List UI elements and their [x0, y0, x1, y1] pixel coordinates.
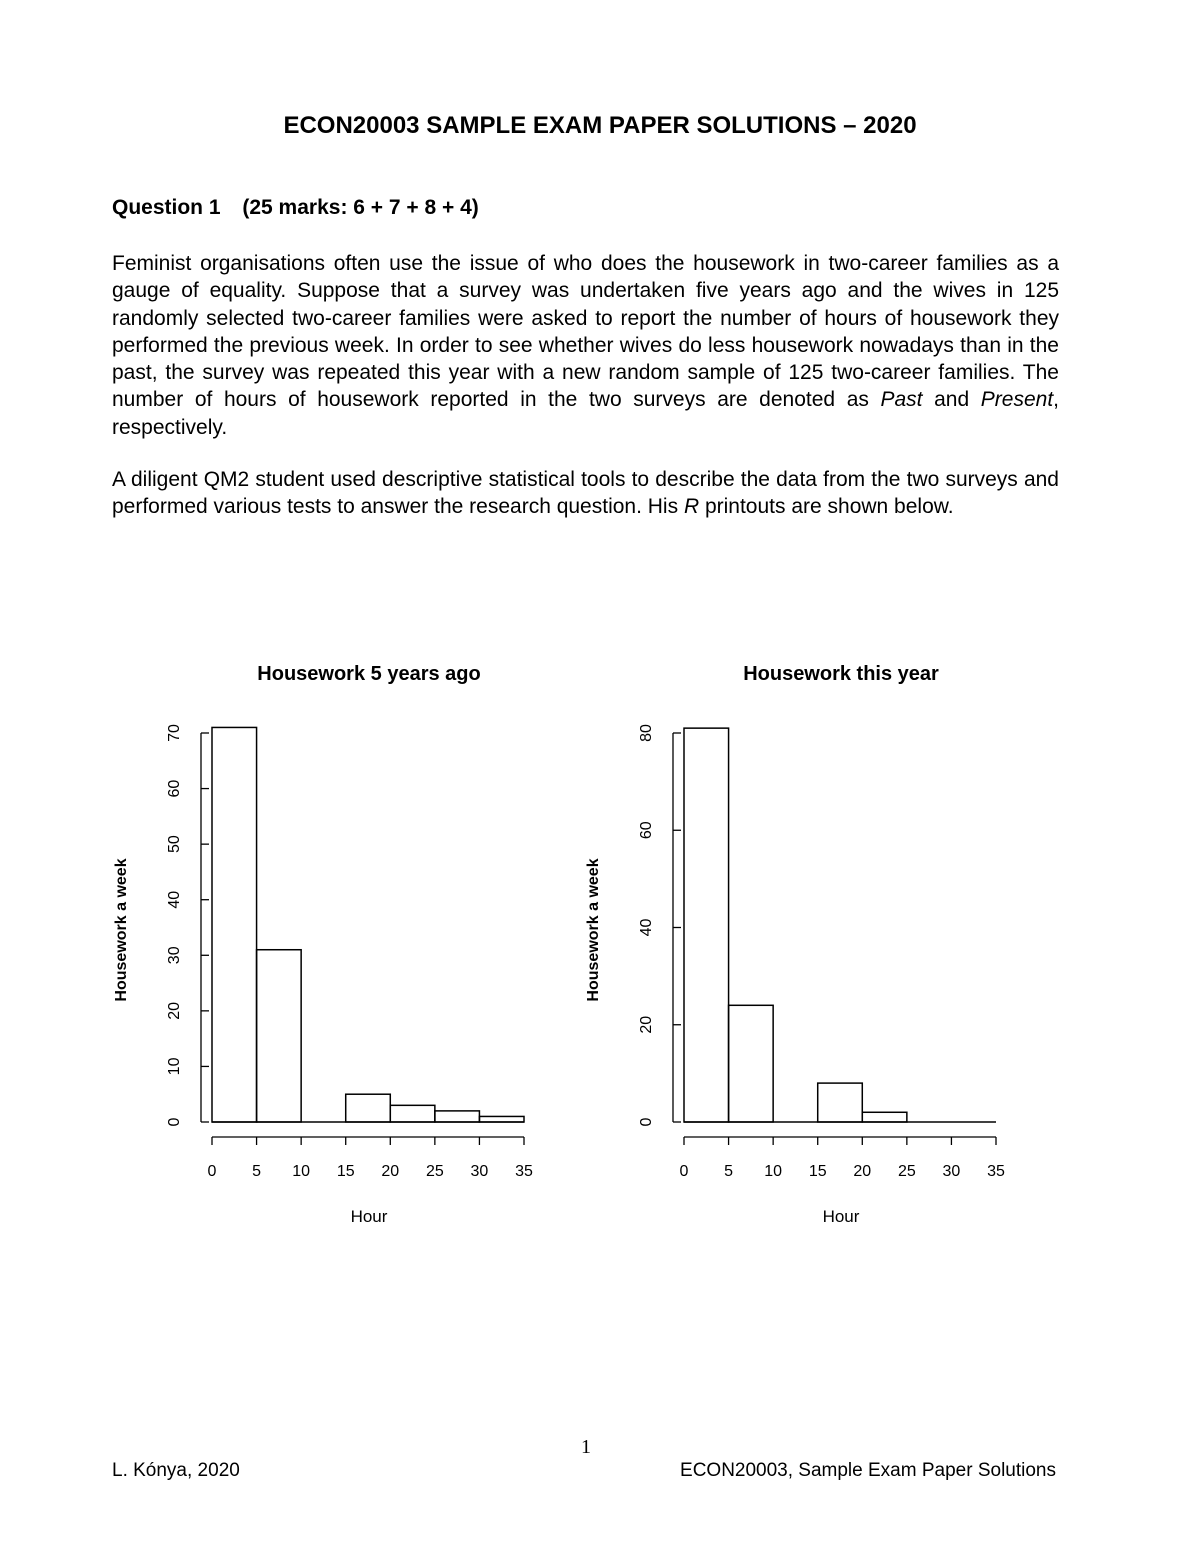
para1-italic-past: Past [880, 388, 923, 412]
x-tick-label: 5 [724, 1163, 734, 1180]
question-paragraph-1 [112, 250, 1059, 441]
y-tick-label: 60 [166, 779, 183, 798]
histogram-bar [257, 950, 302, 1122]
question-paragraph-2 [112, 466, 1059, 521]
question-heading [112, 196, 479, 220]
footer-course: ECON20003, Sample Exam Paper Solutions [680, 1460, 1056, 1481]
document-title: ECON20003 SAMPLE EXAM PAPER SOLUTIONS – 2020 [283, 112, 917, 139]
x-tick-label: 20 [381, 1163, 400, 1180]
para1-text-b: and [922, 388, 981, 412]
chart-title: Housework this year [743, 663, 939, 685]
histogram-bar [212, 727, 257, 1122]
histogram-past-svg [108, 640, 568, 1240]
para1-text-c: , respectively. [112, 388, 1059, 439]
histogram-bar [684, 728, 729, 1122]
chart-title: Housework 5 years ago [257, 663, 481, 685]
y-tick-label: 40 [638, 918, 655, 937]
x-tick-label: 10 [292, 1163, 311, 1180]
x-tick-label: 35 [515, 1163, 533, 1180]
question-marks: (25 marks: 6 + 7 + 8 + 4) [242, 196, 479, 219]
para2-text-a: A diligent QM2 student used descriptive statistical tools to describe the data from the two surveys and performed various tests to answer the research question. His [112, 468, 1059, 519]
x-tick-label: 25 [897, 1163, 916, 1180]
x-tick-label: 35 [987, 1163, 1005, 1180]
histogram-bar [346, 1094, 391, 1122]
para2-text-b: printouts are shown below. [699, 495, 954, 519]
y-tick-label: 80 [638, 724, 655, 742]
para1-italic-present: Present [980, 388, 1054, 412]
histogram-bar [818, 1083, 863, 1122]
y-axis-label: Housework a week [585, 858, 602, 1002]
x-tick-label: 20 [853, 1163, 872, 1180]
x-tick-label: 15 [336, 1163, 355, 1180]
x-tick-label: 0 [679, 1163, 689, 1180]
y-tick-label: 10 [166, 1057, 183, 1076]
page-number: 1 [581, 1436, 591, 1458]
histogram-bar [862, 1112, 907, 1122]
x-tick-label: 5 [252, 1163, 262, 1180]
x-tick-label: 25 [425, 1163, 444, 1180]
para1-text-a: Feminist organisations often use the issue of who does the housework in two-career families as a gauge of equality. Suppose that a survey was undertaken five years ago and the wives in 125 randomly selected two-career families were asked to report the number of hours of housework they performed the previous week. In order to see whether wives do less housework nowadays than in the past, the survey was repeated this year with a new random sample of 125 two-career families. The number of hours of housework reported in the two surveys are denoted as [112, 252, 1059, 412]
y-tick-label: 20 [638, 1015, 655, 1034]
histogram-bar [390, 1105, 435, 1122]
y-tick-label: 50 [166, 835, 183, 854]
histogram-past [108, 640, 568, 1245]
histogram-present [580, 640, 1040, 1245]
x-tick-label: 15 [808, 1163, 827, 1180]
x-axis-label: Hour [350, 1207, 388, 1226]
histogram-bar [479, 1116, 524, 1122]
y-tick-label: 20 [166, 1001, 183, 1020]
y-tick-label: 60 [638, 821, 655, 840]
histogram-bar [435, 1111, 480, 1122]
histogram-bar [729, 1005, 774, 1122]
x-tick-label: 0 [207, 1163, 217, 1180]
x-tick-label: 10 [764, 1163, 783, 1180]
histogram-present-svg [580, 640, 1040, 1240]
y-tick-label: 0 [638, 1117, 655, 1127]
y-tick-label: 30 [166, 946, 183, 965]
para2-italic-r: R [683, 495, 700, 519]
footer-author: L. Kónya, 2020 [112, 1460, 240, 1481]
x-tick-label: 30 [942, 1163, 961, 1180]
x-tick-label: 30 [470, 1163, 489, 1180]
question-label: Question 1 [112, 196, 221, 219]
y-tick-label: 70 [166, 724, 183, 742]
y-axis-label: Housework a week [113, 858, 130, 1002]
x-axis-label: Hour [822, 1207, 860, 1226]
y-tick-label: 40 [166, 890, 183, 909]
y-tick-label: 0 [166, 1117, 183, 1127]
